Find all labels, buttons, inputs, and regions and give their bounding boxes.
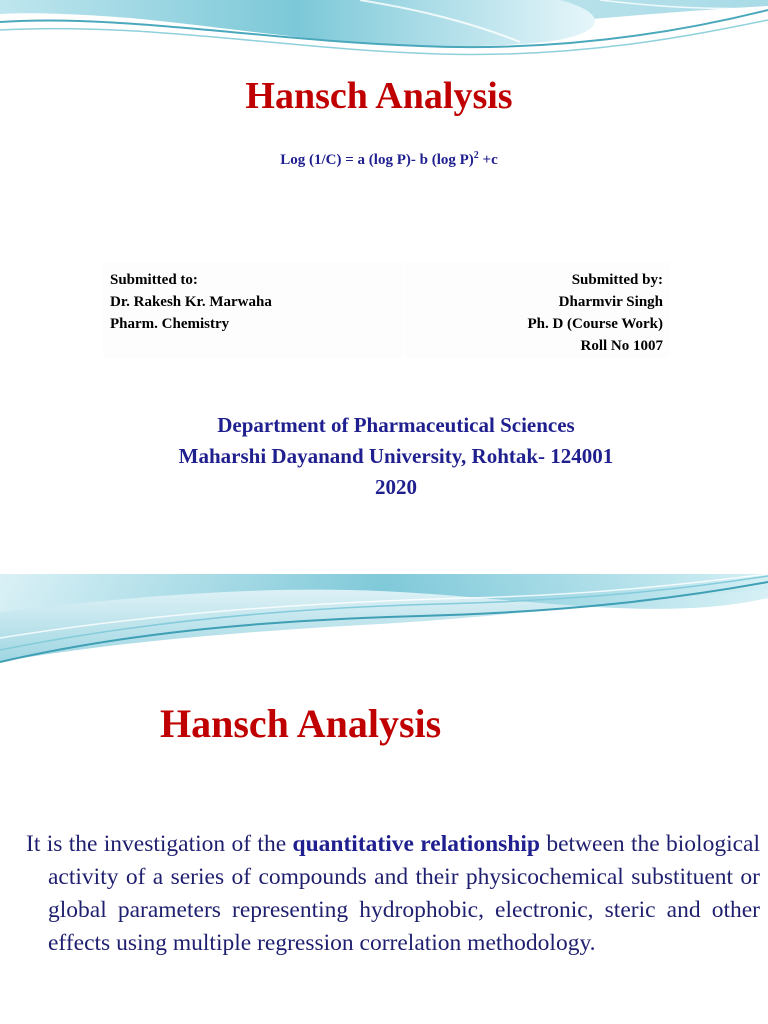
supervisor-name: Dr. Rakesh Kr. Marwaha bbox=[110, 294, 272, 310]
header-wave-decoration bbox=[0, 0, 768, 80]
definition-text-start: It is the investigation of the bbox=[26, 830, 293, 857]
equation-superscript: 2 bbox=[473, 150, 479, 161]
student-roll-number: Roll No 1007 bbox=[580, 338, 663, 354]
department-name: Department of Pharmaceutical Sciences bbox=[217, 413, 575, 437]
definition-paragraph bbox=[26, 828, 760, 960]
equation-main: Log (1/C) = a (log P)- b (log P) bbox=[280, 152, 474, 168]
year: 2020 bbox=[375, 475, 417, 499]
submitted-to-block bbox=[110, 269, 272, 335]
institution-block bbox=[0, 410, 768, 503]
submitted-by-heading: Submitted by: bbox=[571, 272, 663, 288]
slide-title: Hansch Analysis bbox=[245, 75, 513, 117]
definition-text-end: between the biological activity of a series of compounds and their physicochemical substituent or global parameters representing hydrophobic, electronic, steric and other effects using multiple regression correlation methodology. bbox=[48, 830, 760, 956]
submitted-to-heading: Submitted to: bbox=[110, 272, 198, 288]
submitted-by-block bbox=[527, 269, 663, 357]
student-name: Dharmvir Singh bbox=[558, 294, 663, 310]
definition-slide bbox=[0, 512, 768, 1024]
definition-highlight: quantitative relationship bbox=[292, 830, 540, 857]
university-name: Maharshi Dayanand University, Rohtak- 124001 bbox=[178, 444, 614, 468]
supervisor-department: Pharm. Chemistry bbox=[110, 316, 230, 332]
header-wave-decoration bbox=[0, 512, 768, 682]
hansch-equation bbox=[0, 150, 768, 169]
student-course: Ph. D (Course Work) bbox=[527, 316, 663, 332]
equation-tail: +c bbox=[478, 152, 498, 168]
slide-title: Hansch Analysis bbox=[160, 701, 442, 746]
